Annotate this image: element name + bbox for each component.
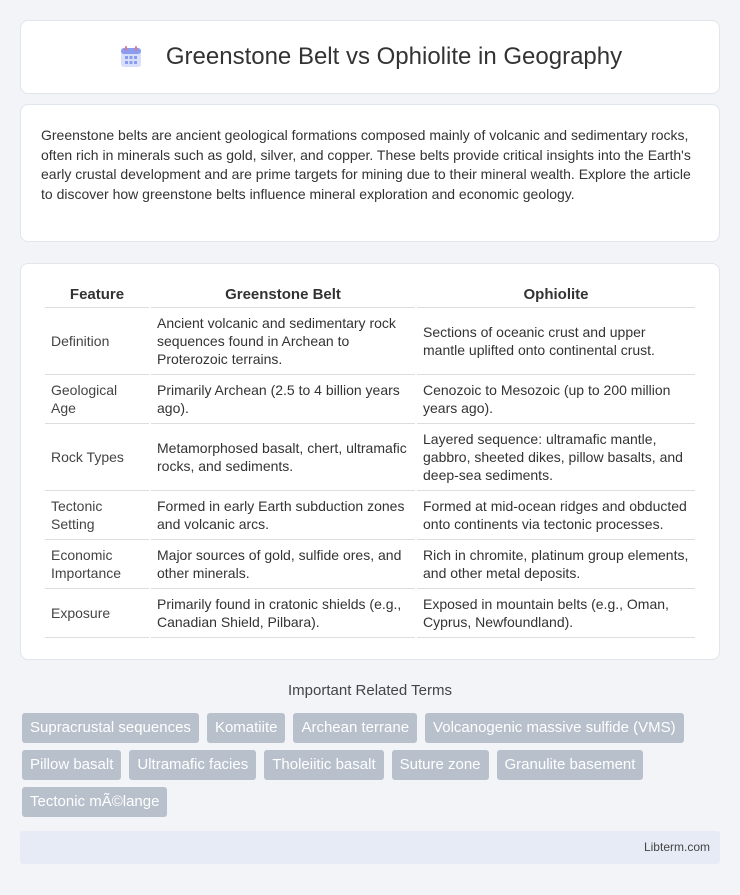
row-feature: Geological Age: [45, 375, 149, 424]
row-ophiolite: Layered sequence: ultramafic mantle, gabbro, sheeted dikes, pillow basalts, and deep-sea sediments.: [417, 424, 695, 491]
row-feature: Exposure: [45, 589, 149, 638]
related-term-tag[interactable]: Tectonic mÃ©lange: [22, 787, 167, 817]
related-term-tag[interactable]: Ultramafic facies: [129, 750, 256, 780]
table-row: [45, 424, 695, 491]
row-greenstone: Formed in early Earth subduction zones and volcanic arcs.: [151, 491, 415, 540]
row-greenstone: Primarily found in cratonic shields (e.g., Canadian Shield, Pilbara).: [151, 589, 415, 638]
intro-text: Greenstone belts are ancient geological formations composed mainly of volcanic and sedimentary rocks, often rich in minerals such as gold, silver, and copper. These belts provide critical insights into the Earth's early crustal development and are prime targets for mining due to their mineral wealth. Explore the article to discover how greenstone belts influence mineral exploration and economic geology.: [41, 127, 691, 202]
related-term-tag[interactable]: Volcanogenic massive sulfide (VMS): [425, 713, 684, 743]
header-card: [20, 20, 720, 94]
calendar-grid-icon: [118, 44, 144, 70]
row-ophiolite: Exposed in mountain belts (e.g., Oman, Cyprus, Newfoundland).: [417, 589, 695, 638]
comparison-table-card: [20, 263, 720, 660]
table-row: [45, 589, 695, 638]
row-greenstone: Metamorphosed basalt, chert, ultramafic rocks, and sediments.: [151, 424, 415, 491]
row-ophiolite: Formed at mid-ocean ridges and obducted onto continents via tectonic processes.: [417, 491, 695, 540]
table-row: [45, 540, 695, 589]
related-terms-title: Important Related Terms: [288, 682, 452, 699]
footer-site-link[interactable]: Libterm.com: [643, 840, 710, 854]
table-row: [45, 491, 695, 540]
row-ophiolite: Cenozoic to Mesozoic (up to 200 million years ago).: [417, 375, 695, 424]
table-header-row: [45, 282, 695, 308]
related-term-tag[interactable]: Pillow basalt: [22, 750, 121, 780]
related-term-tag[interactable]: Suture zone: [392, 750, 489, 780]
header-greenstone-belt: Greenstone Belt: [151, 282, 415, 308]
row-ophiolite: Rich in chromite, platinum group elements, and other metal deposits.: [417, 540, 695, 589]
footer: [20, 831, 720, 864]
related-term-tag[interactable]: Granulite basement: [497, 750, 644, 780]
comparison-table: [43, 282, 697, 638]
intro-card: [20, 104, 720, 242]
related-term-tag[interactable]: Supracrustal sequences: [22, 713, 199, 743]
related-term-tag[interactable]: Archean terrane: [293, 713, 417, 743]
row-greenstone: Major sources of gold, sulfide ores, and other minerals.: [151, 540, 415, 589]
header-ophiolite: Ophiolite: [417, 282, 695, 308]
page-title: Greenstone Belt vs Ophiolite in Geography: [165, 43, 623, 70]
row-feature: Tectonic Setting: [45, 491, 149, 540]
related-term-tag[interactable]: Tholeiitic basalt: [264, 750, 383, 780]
row-feature: Rock Types: [45, 424, 149, 491]
row-ophiolite: Sections of oceanic crust and upper mantle uplifted onto continental crust.: [417, 308, 695, 375]
row-feature: Definition: [45, 308, 149, 375]
table-row: [45, 308, 695, 375]
related-terms-list: [22, 713, 722, 817]
related-term-tag[interactable]: Komatiite: [207, 713, 286, 743]
row-greenstone: Primarily Archean (2.5 to 4 billion years ago).: [151, 375, 415, 424]
row-greenstone: Ancient volcanic and sedimentary rock sequences found in Archean to Proterozoic terrains.: [151, 308, 415, 375]
header-feature: Feature: [45, 282, 149, 308]
row-feature: Economic Importance: [45, 540, 149, 589]
table-row: [45, 375, 695, 424]
